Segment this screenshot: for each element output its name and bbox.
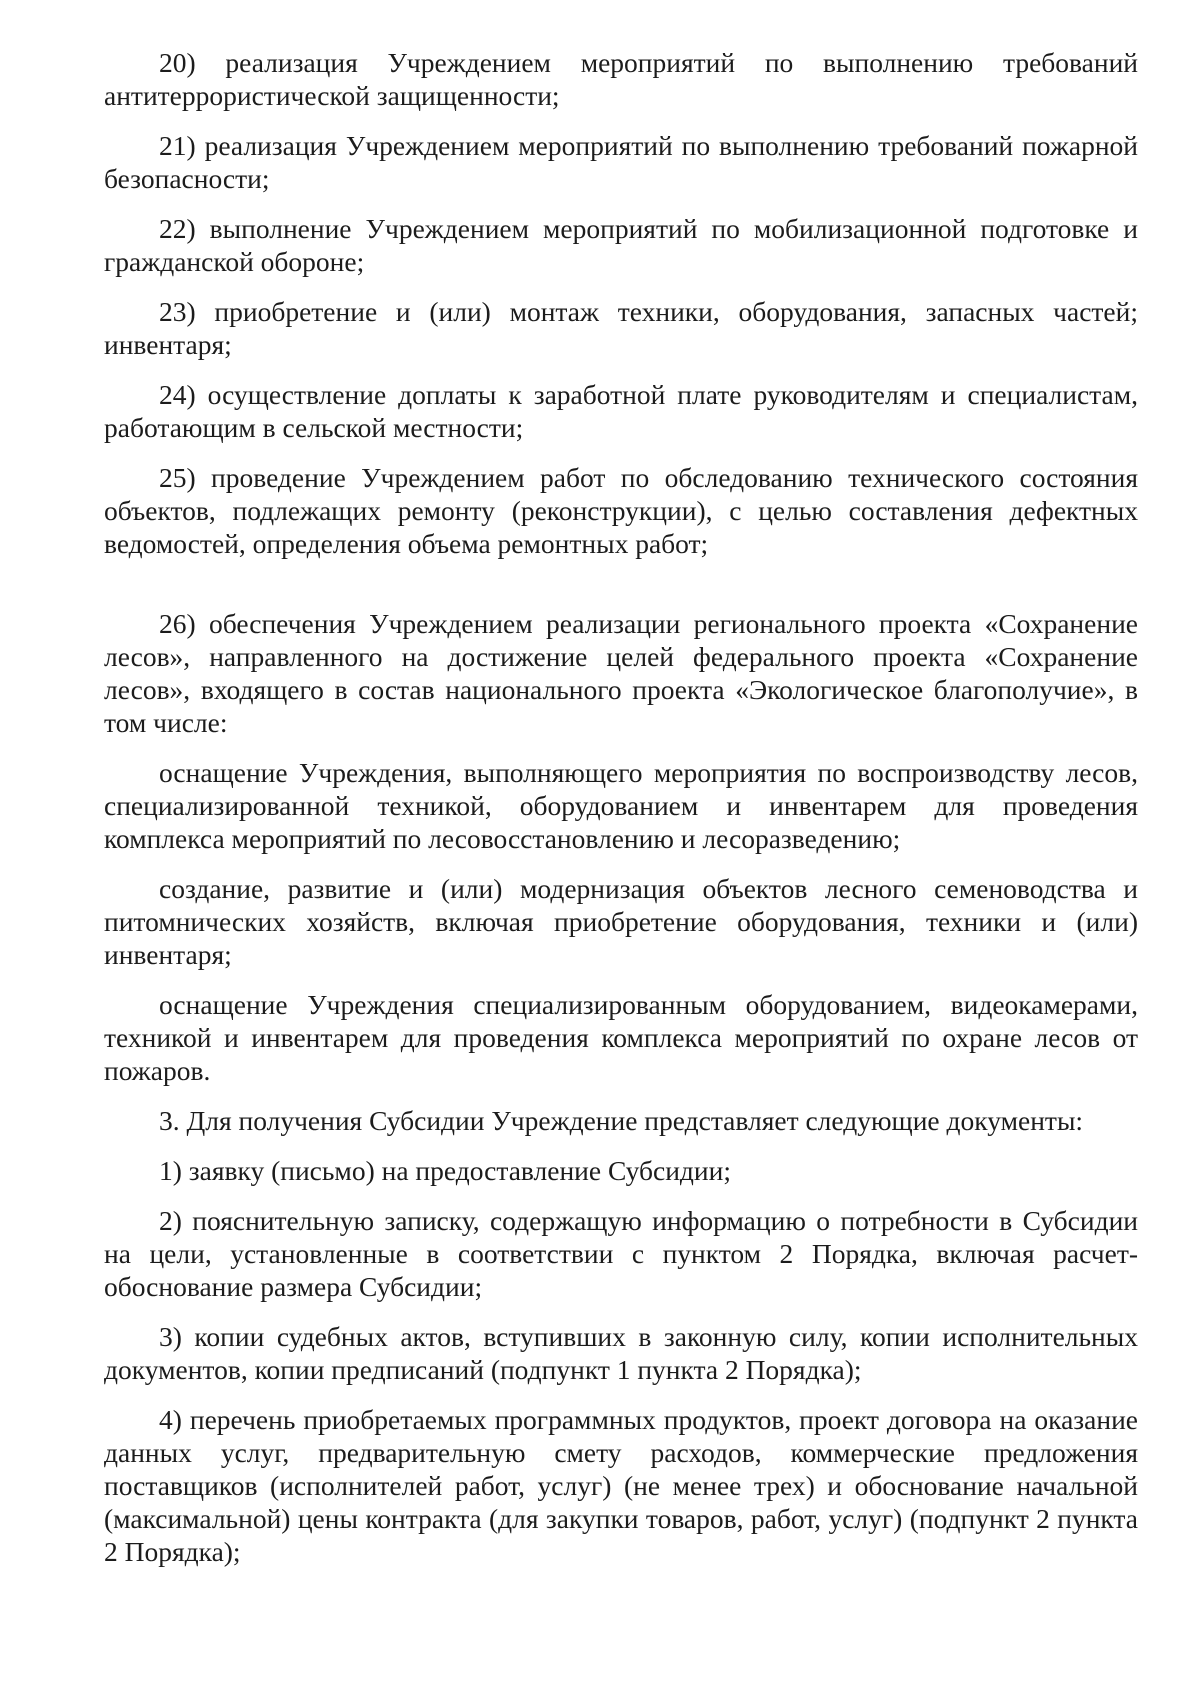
section-3-heading: 3. Для получения Субсидии Учреждение представляет следующие документы: [159,1105,1084,1136]
document-list-item-2: 2) пояснительную записку, содержащую информацию о потребности в Субсидии на цели, установленные в соответствии с пунктом 2 Порядка, включая расчет-обоснование размера Субсидии; [104,1205,1138,1302]
paragraph-item-22: 22) выполнение Учреждением мероприятий по мобилизационной подготовке и гражданской обороне; [104,213,1138,277]
paragraph-item-25: 25) проведение Учреждением работ по обследованию технического состояния объектов, подлежащих ремонту (реконструкции), с целью составления дефектных ведомостей, определения объема ремонтных работ; [104,462,1138,559]
document-list-item-1: 1) заявку (письмо) на предоставление Субсидии; [159,1155,731,1186]
paragraph-subitem-seed-production: создание, развитие и (или) модернизация объектов лесного семеноводства и питомнических хозяйств, включая приобретение оборудования, техники и (или) инвентаря; [104,873,1138,970]
paragraph-item-26: 26) обеспечения Учреждением реализации регионального проекта «Сохранение лесов», направленного на достижение целей федерального проекта «Сохранение лесов», входящего в состав национального проекта «Экологическое благополучие», в том числе: [104,608,1138,738]
paragraph-item-24: 24) осуществление доплаты к заработной плате руководителям и специалистам, работающим в сельской местности; [104,379,1138,443]
document-list-item-4: 4) перечень приобретаемых программных продуктов, проект договора на оказание данных услуг, предварительную смету расходов, коммерческие предложения поставщиков (исполнителей работ, услуг) (не менее трех) и обоснование начальной (максимальной) цены контракта (для закупки товаров, работ, услуг) (подпункт 2 пункта 2 Порядка); [104,1404,1138,1567]
paragraph-subitem-reforestation: оснащение Учреждения, выполняющего мероприятия по воспроизводству лесов, специализированной техникой, оборудованием и инвентарем для проведения комплекса мероприятий по лесовосстановлению и лесоразведению; [104,757,1138,854]
paragraph-item-23: 23) приобретение и (или) монтаж техники, оборудования, запасных частей; инвентаря; [104,296,1138,360]
paragraph-item-20: 20) реализация Учреждением мероприятий по выполнению требований антитеррористической защищенности; [104,47,1138,111]
paragraph-subitem-fire-protection: оснащение Учреждения специализированным оборудованием, видеокамерами, техникой и инвентарем для проведения комплекса мероприятий по охране лесов от пожаров. [104,989,1138,1086]
paragraph-item-21: 21) реализация Учреждением мероприятий по выполнению требований пожарной безопасности; [104,130,1138,194]
document-list-item-3: 3) копии судебных актов, вступивших в законную силу, копии исполнительных документов, копии предписаний (подпункт 1 пункта 2 Порядка); [104,1321,1138,1385]
document-body [104,46,1138,1568]
